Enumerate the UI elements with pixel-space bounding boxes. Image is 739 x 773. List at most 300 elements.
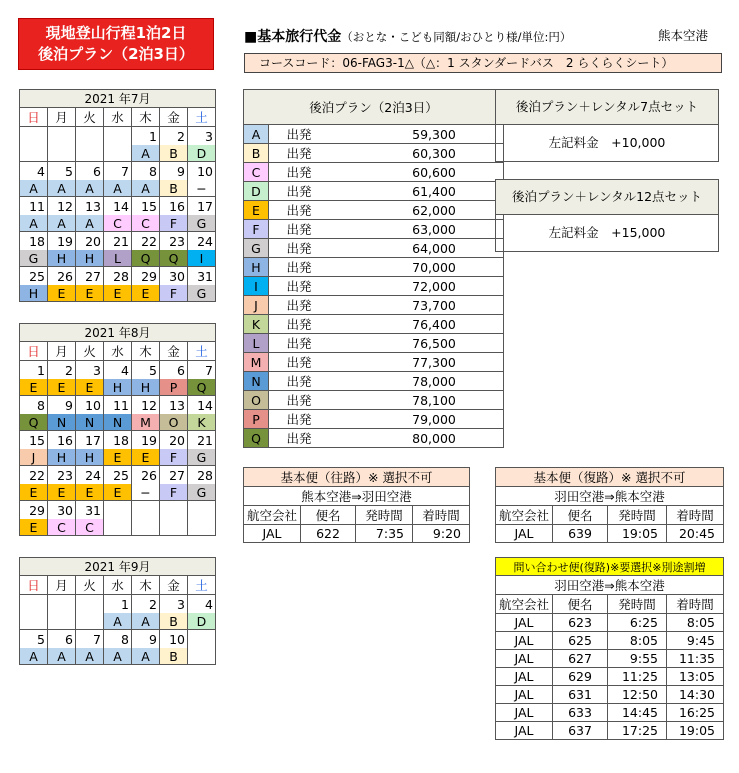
flight-cell: 6:25 (608, 614, 667, 632)
calendar-day: 24 (188, 232, 216, 251)
weekday-header: 木 (132, 108, 160, 127)
departure-airport: 熊本空港 (658, 28, 709, 43)
price-code-cell: N (104, 414, 132, 431)
weekday-header: 月 (48, 108, 76, 127)
price-table (243, 89, 504, 448)
price-code: M (244, 353, 269, 372)
price-code-cell: A (20, 215, 48, 232)
calendar-title: 2021 年8月 (20, 324, 216, 342)
price-code-cell: A (104, 180, 132, 197)
price-code-cell: E (132, 285, 160, 302)
price-code-cell: E (20, 484, 48, 501)
calendar-title: 2021 年7月 (20, 90, 216, 108)
price-code-cell: F (160, 449, 188, 466)
calendar-day (48, 127, 76, 146)
price-code-cell: A (76, 180, 104, 197)
calendar-day: 8 (132, 162, 160, 181)
calendar-day: 25 (20, 267, 48, 286)
price-code-cell: C (76, 519, 104, 536)
calendar-day (48, 595, 76, 614)
calendar-day: 3 (76, 361, 104, 380)
calendar-september (19, 557, 216, 665)
weekday-header: 火 (76, 342, 104, 361)
price-code-cell (20, 613, 48, 630)
calendar-day: 19 (48, 232, 76, 251)
calendar-day: 9 (132, 630, 160, 649)
price-code-cell: E (48, 484, 76, 501)
price-code-cell: G (188, 285, 216, 302)
calendar-day: 6 (48, 630, 76, 649)
departure-label: 出発 (269, 410, 330, 429)
rental12-value: 左記料金 +15,000 (548, 225, 666, 240)
price-code: A (244, 125, 269, 144)
flight-cell: 631 (553, 686, 608, 704)
price-code-cell: A (132, 180, 160, 197)
price-code-cell: Q (160, 250, 188, 267)
banner-line1: 現地登山行程1泊2日 (45, 24, 187, 42)
price-table-title: 後泊プラン（2泊3日） (244, 90, 504, 125)
calendar-day (20, 595, 48, 614)
calendar-day: 29 (132, 267, 160, 286)
weekday-header: 水 (104, 576, 132, 595)
departure-label: 出発 (269, 258, 330, 277)
flight-cell: 623 (553, 614, 608, 632)
price-code-cell: D (188, 145, 216, 162)
flight-cell: 627 (553, 650, 608, 668)
weekday-header: 火 (76, 108, 104, 127)
calendar-day: 16 (48, 431, 76, 450)
weekday-header: 日 (20, 108, 48, 127)
price-value: 76,400 (329, 315, 504, 334)
price-value: 72,000 (329, 277, 504, 296)
price-value: 63,000 (329, 220, 504, 239)
calendar-day: 20 (76, 232, 104, 251)
price-value: 60,600 (329, 163, 504, 182)
price-code-cell: C (104, 215, 132, 232)
weekday-header: 水 (104, 108, 132, 127)
calendar-day (104, 127, 132, 146)
price-code-cell: I (188, 250, 216, 267)
price-code-cell: A (48, 648, 76, 665)
price-code-cell: E (132, 449, 160, 466)
flight-cell: 20:45 (667, 525, 724, 543)
rental7-title: 後泊プラン＋レンタル7点セット (496, 90, 718, 125)
price-value: 77,300 (329, 353, 504, 372)
flight-cell: 633 (553, 704, 608, 722)
price-code: D (244, 182, 269, 201)
calendar-day: 8 (20, 396, 48, 415)
calendar-day: 28 (188, 466, 216, 485)
departure-label: 出発 (269, 239, 330, 258)
calendar-august (19, 323, 216, 536)
price-code: O (244, 391, 269, 410)
calendar-day: 5 (48, 162, 76, 181)
price-code-cell: A (104, 648, 132, 665)
price-code-cell: J (20, 449, 48, 466)
price-code: P (244, 410, 269, 429)
price-code-cell: L (104, 250, 132, 267)
calendar-day: 17 (188, 197, 216, 216)
calendar-day: 2 (48, 361, 76, 380)
price-code-cell: A (132, 648, 160, 665)
calendar-day (20, 127, 48, 146)
weekday-header: 月 (48, 576, 76, 595)
calendar-day: 6 (160, 361, 188, 380)
flight-column-header: 航空会社 (496, 506, 553, 525)
calendar-day (188, 501, 216, 520)
price-value: 80,000 (329, 429, 504, 448)
calendar-day: 26 (48, 267, 76, 286)
flight-cell: 8:05 (667, 614, 724, 632)
departure-label: 出発 (269, 372, 330, 391)
price-code-cell: H (48, 250, 76, 267)
price-code-cell: H (76, 449, 104, 466)
price-code-cell: H (76, 250, 104, 267)
flight-cell: 622 (301, 525, 356, 543)
calendar-day: 16 (160, 197, 188, 216)
weekday-header: 金 (160, 108, 188, 127)
calendar-day: 26 (132, 466, 160, 485)
flight-outbound (243, 467, 470, 543)
price-header-subtitle: （おとな・こども同額/おひとり様/単位:円） (341, 30, 572, 44)
price-value: 78,000 (329, 372, 504, 391)
price-code-cell (160, 519, 188, 536)
flight-cell: JAL (496, 614, 553, 632)
price-code-cell (48, 613, 76, 630)
plan-banner (18, 18, 214, 70)
price-code-cell: H (104, 379, 132, 396)
flight-cell: JAL (496, 632, 553, 650)
flight-cell: 625 (553, 632, 608, 650)
flight-cell: 7:35 (356, 525, 413, 543)
price-value: 64,000 (329, 239, 504, 258)
rental12-box (495, 179, 719, 252)
price-code-cell: E (76, 484, 104, 501)
price-code: B (244, 144, 269, 163)
price-code-cell: A (20, 648, 48, 665)
calendar-day: 2 (160, 127, 188, 146)
calendar-day: 14 (188, 396, 216, 415)
calendar-day: 15 (132, 197, 160, 216)
departure-label: 出発 (269, 220, 330, 239)
price-code-cell: N (76, 414, 104, 431)
calendar-day: 23 (48, 466, 76, 485)
price-code-cell: E (48, 379, 76, 396)
calendar-day: 10 (188, 162, 216, 181)
calendar-day: 29 (20, 501, 48, 520)
calendar-day: 15 (20, 431, 48, 450)
departure-label: 出発 (269, 296, 330, 315)
flight-route: 羽田空港⇒熊本空港 (496, 487, 724, 506)
calendar-day: 7 (76, 630, 104, 649)
calendar-july (19, 89, 216, 302)
price-code-cell: E (20, 519, 48, 536)
flight-optional (495, 557, 724, 740)
calendar-day: 22 (20, 466, 48, 485)
departure-label: 出発 (269, 144, 330, 163)
price-code-cell: F (160, 484, 188, 501)
price-value: 60,300 (329, 144, 504, 163)
calendar-day: 10 (160, 630, 188, 649)
price-code: F (244, 220, 269, 239)
weekday-header: 月 (48, 342, 76, 361)
flight-column-header: 便名 (553, 595, 608, 614)
rental12-title: 後泊プラン＋レンタル12点セット (496, 180, 718, 215)
course-code: コースコード：06-FAG3-1△（△：1 スタンダードバス 2 らくらくシート） (244, 53, 722, 73)
calendar-day: 5 (132, 361, 160, 380)
flight-cell: JAL (496, 650, 553, 668)
price-code: C (244, 163, 269, 182)
price-code-cell: A (76, 648, 104, 665)
price-code: E (244, 201, 269, 220)
price-code-cell: E (48, 285, 76, 302)
price-code-cell (76, 145, 104, 162)
price-code-cell: A (48, 180, 76, 197)
price-code: N (244, 372, 269, 391)
departure-label: 出発 (269, 315, 330, 334)
price-code: I (244, 277, 269, 296)
calendar-day: 21 (188, 431, 216, 450)
flight-route: 熊本空港⇒羽田空港 (244, 487, 470, 506)
weekday-header: 金 (160, 576, 188, 595)
price-code-cell: P (160, 379, 188, 396)
calendar-day: 4 (20, 162, 48, 181)
flight-cell: 9:45 (667, 632, 724, 650)
calendar-day: 19 (132, 431, 160, 450)
flight-cell: 12:50 (608, 686, 667, 704)
weekday-header: 木 (132, 342, 160, 361)
weekday-header: 土 (188, 108, 216, 127)
weekday-header: 水 (104, 342, 132, 361)
departure-label: 出発 (269, 391, 330, 410)
departure-label: 出発 (269, 353, 330, 372)
calendar-day (160, 501, 188, 520)
price-value: 61,400 (329, 182, 504, 201)
calendar-title: 2021 年9月 (20, 558, 216, 576)
calendar-day: 7 (104, 162, 132, 181)
flight-column-header: 便名 (301, 506, 356, 525)
calendar-day: 8 (104, 630, 132, 649)
flight-column-header: 航空会社 (496, 595, 553, 614)
price-code: L (244, 334, 269, 353)
flight-cell: JAL (496, 686, 553, 704)
flight-cell: 8:05 (608, 632, 667, 650)
price-code-cell: B (160, 145, 188, 162)
price-code-cell: A (132, 145, 160, 162)
price-code: H (244, 258, 269, 277)
price-code-cell (76, 613, 104, 630)
price-code-cell: G (188, 449, 216, 466)
calendar-day: 30 (160, 267, 188, 286)
price-code-cell: O (160, 414, 188, 431)
flight-cell: JAL (496, 525, 553, 543)
calendar-day: 13 (76, 197, 104, 216)
flight-cell: 629 (553, 668, 608, 686)
flight-table-title: 基本便（復路）※ 選択不可 (496, 468, 724, 487)
price-code-cell: H (20, 285, 48, 302)
departure-label: 出発 (269, 429, 330, 448)
price-header-title: ■基本旅行代金 (244, 29, 342, 45)
price-code-cell (132, 519, 160, 536)
calendar-day: 6 (76, 162, 104, 181)
flight-column-header: 便名 (553, 506, 608, 525)
price-code-cell: G (188, 215, 216, 232)
calendar-day: 1 (20, 361, 48, 380)
price-code-cell: B (160, 613, 188, 630)
flight-return (495, 467, 724, 543)
departure-label: 出発 (269, 334, 330, 353)
price-code-cell: D (188, 613, 216, 630)
flight-column-header: 着時間 (667, 506, 724, 525)
flight-column-header: 航空会社 (244, 506, 301, 525)
calendar-day: 24 (76, 466, 104, 485)
price-code-cell: E (76, 285, 104, 302)
weekday-header: 火 (76, 576, 104, 595)
price-value: 79,000 (329, 410, 504, 429)
price-code-cell: A (20, 180, 48, 197)
price-code-cell (104, 145, 132, 162)
departure-label: 出発 (269, 163, 330, 182)
flight-cell: 9:20 (413, 525, 470, 543)
calendar-day: 23 (160, 232, 188, 251)
flight-cell: 9:55 (608, 650, 667, 668)
price-value: 78,100 (329, 391, 504, 410)
calendar-day: 25 (104, 466, 132, 485)
price-code-cell: E (76, 379, 104, 396)
calendar-day: 10 (76, 396, 104, 415)
calendar-day (104, 501, 132, 520)
price-value: 70,000 (329, 258, 504, 277)
flight-route: 羽田空港⇒熊本空港 (496, 576, 724, 595)
price-code-cell (20, 145, 48, 162)
calendar-day: 22 (132, 232, 160, 251)
calendar-day: 13 (160, 396, 188, 415)
weekday-header: 土 (188, 342, 216, 361)
flight-table-title: 問い合わせ便(復路)※要選択※別途割増 (496, 558, 724, 576)
flight-cell: 11:35 (667, 650, 724, 668)
flight-cell: 19:05 (608, 525, 667, 543)
calendar-day (132, 501, 160, 520)
weekday-header: 日 (20, 576, 48, 595)
price-code-cell: E (104, 285, 132, 302)
calendar-day: 2 (132, 595, 160, 614)
price-code-cell: F (160, 215, 188, 232)
weekday-header: 木 (132, 576, 160, 595)
calendar-day: 17 (76, 431, 104, 450)
flight-cell: 19:05 (667, 722, 724, 740)
price-value: 59,300 (329, 125, 504, 144)
price-code-cell: H (48, 449, 76, 466)
departure-label: 出発 (269, 277, 330, 296)
price-code-cell: G (20, 250, 48, 267)
flight-cell: JAL (496, 704, 553, 722)
calendar-day: 3 (160, 595, 188, 614)
price-code-cell: C (132, 215, 160, 232)
calendar-day (76, 595, 104, 614)
calendar-day: 11 (104, 396, 132, 415)
price-code: G (244, 239, 269, 258)
rental7-box (495, 89, 719, 162)
flight-cell: 11:25 (608, 668, 667, 686)
weekday-header: 金 (160, 342, 188, 361)
calendar-day: 9 (48, 396, 76, 415)
departure-label: 出発 (269, 201, 330, 220)
flight-column-header: 着時間 (667, 595, 724, 614)
flight-table-title: 基本便（往路）※ 選択不可 (244, 468, 470, 487)
price-code-cell: E (104, 449, 132, 466)
weekday-header: 土 (188, 576, 216, 595)
calendar-day: 30 (48, 501, 76, 520)
calendar-day: 9 (160, 162, 188, 181)
calendar-day: 1 (104, 595, 132, 614)
price-code-cell: N (48, 414, 76, 431)
flight-column-header: 発時間 (608, 595, 667, 614)
price-value: 73,700 (329, 296, 504, 315)
calendar-day: 20 (160, 431, 188, 450)
calendar-day: 4 (104, 361, 132, 380)
calendar-day: 1 (132, 127, 160, 146)
departure-label: 出発 (269, 125, 330, 144)
calendar-day: 21 (104, 232, 132, 251)
calendar-day: 28 (104, 267, 132, 286)
calendar-day: 11 (20, 197, 48, 216)
price-code: Q (244, 429, 269, 448)
price-code-cell: A (132, 613, 160, 630)
flight-cell: 14:30 (667, 686, 724, 704)
calendar-day: 31 (188, 267, 216, 286)
price-code: J (244, 296, 269, 315)
price-code-cell (188, 648, 216, 665)
price-header (244, 26, 571, 46)
calendar-day: 4 (188, 595, 216, 614)
flight-column-header: 発時間 (356, 506, 413, 525)
banner-line2: 後泊プラン（2泊3日） (38, 45, 194, 63)
weekday-header: 日 (20, 342, 48, 361)
price-code-cell: − (132, 484, 160, 501)
price-code-cell: M (132, 414, 160, 431)
price-code-cell: E (104, 484, 132, 501)
calendar-day: 5 (20, 630, 48, 649)
flight-cell: 13:05 (667, 668, 724, 686)
price-code-cell: F (160, 285, 188, 302)
price-code-cell: A (104, 613, 132, 630)
calendar-day: 31 (76, 501, 104, 520)
calendar-day (76, 127, 104, 146)
calendar-day: 12 (132, 396, 160, 415)
price-code-cell: Q (132, 250, 160, 267)
flight-cell: 16:25 (667, 704, 724, 722)
price-code-cell: Q (188, 379, 216, 396)
price-code-cell: H (132, 379, 160, 396)
price-code-cell: Q (20, 414, 48, 431)
flight-column-header: 着時間 (413, 506, 470, 525)
calendar-day: 18 (104, 431, 132, 450)
flight-cell: JAL (496, 668, 553, 686)
flight-cell: JAL (244, 525, 301, 543)
calendar-day: 14 (104, 197, 132, 216)
price-code-cell (188, 519, 216, 536)
price-code-cell: B (160, 648, 188, 665)
price-code-cell: A (48, 215, 76, 232)
flight-cell: 639 (553, 525, 608, 543)
calendar-day: 27 (160, 466, 188, 485)
calendar-day: 3 (188, 127, 216, 146)
price-code: K (244, 315, 269, 334)
price-code-cell (48, 145, 76, 162)
rental7-value: 左記料金 +10,000 (548, 135, 666, 150)
calendar-day: 7 (188, 361, 216, 380)
price-code-cell: A (76, 215, 104, 232)
